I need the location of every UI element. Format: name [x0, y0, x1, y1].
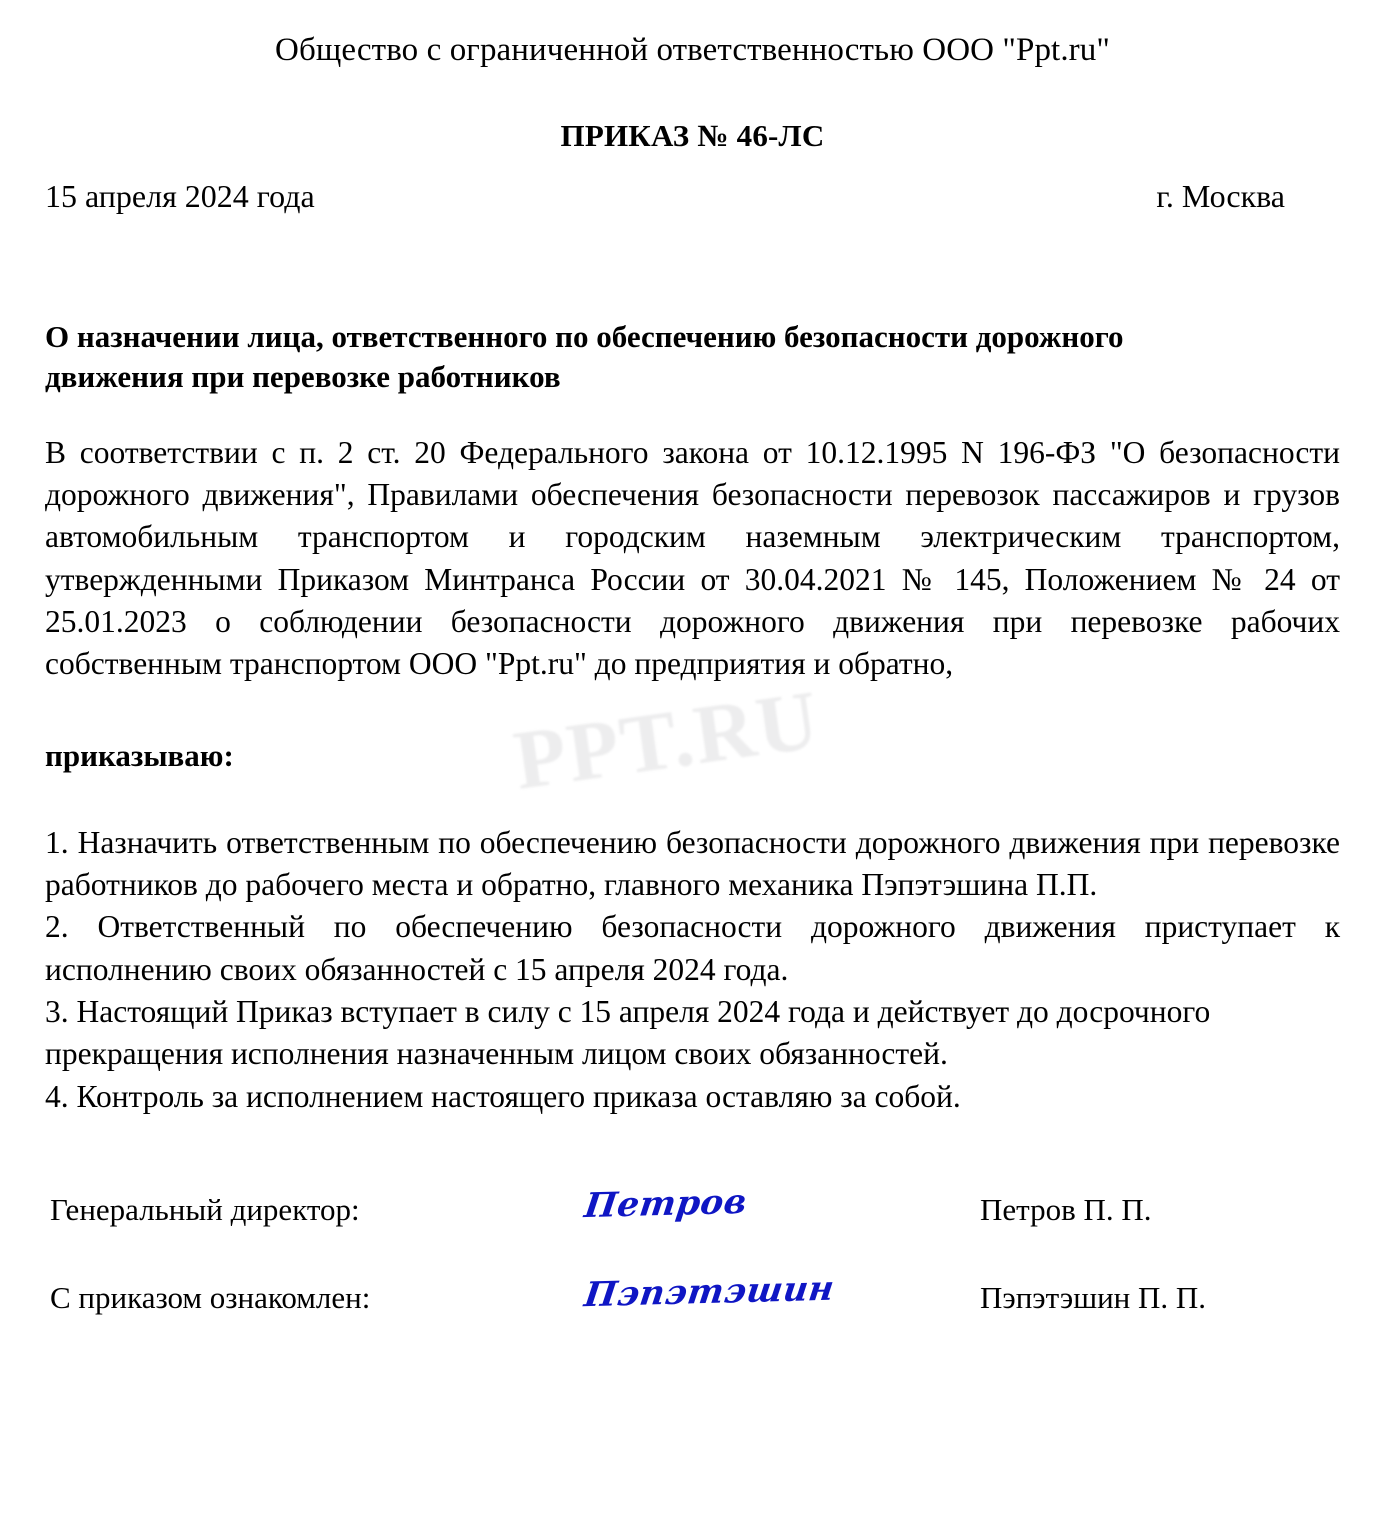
document-subject: О назначении лица, ответственного по обеспечению безопасности дорожного движения при перевозке работников	[45, 318, 1124, 395]
signature-printed-name: Пэпэтэшин П. П.	[980, 1280, 1207, 1316]
order-keyword: приказываю:	[45, 737, 234, 773]
signature-row-acknowledged	[45, 1268, 1340, 1360]
signature-block	[45, 1184, 1340, 1360]
order-item: 3. Настоящий Приказ вступает в силу с 15 апреля 2024 года и действует до досрочного прекращения исполнения назначенным лицом своих обязанностей.	[45, 994, 1211, 1072]
date-city-row	[45, 178, 1340, 215]
order-item: 4. Контроль за исполнением настоящего приказа оставляю за собой.	[45, 1078, 961, 1114]
handwritten-signature: Пэпэтэшин	[581, 1268, 837, 1316]
organization-name: Общество с ограниченной ответственностью ООО "Ppt.ru"	[275, 32, 1110, 68]
order-item: 2. Ответственный по обеспечению безопасности дорожного движения приступает к исполнению своих обязанностей с 15 апреля 2024 года.	[45, 909, 1340, 987]
order-item: 1. Назначить ответственным по обеспечению безопасности дорожного движения при перевозке работников до рабочего места и обратно, главного механика Пэпэтэшина П.П.	[45, 824, 1340, 903]
signature-row-director	[45, 1184, 1340, 1272]
signature-printed-name: Петров П. П.	[980, 1192, 1152, 1228]
document-preamble: В соответствии с п. 2 ст. 20 Федерального закона от 10.12.1995 N 196-ФЗ "О безопасности дорожного движения", Правилами обеспечения безопасности перевозок пассажиров и грузов автомобильным транспортом и городским наземным электрическим транспортом, утвержденными Приказом Минтранса России от 30.04.2021 № 145, Положением № 24 от 25.01.2023 о соблюдении безопасности дорожного движения при перевозке рабочих собственным транспортом ООО "Ppt.ru" до предприятия и обратно,	[45, 434, 1340, 682]
document-date: 15 апреля 2024 года	[45, 177, 315, 214]
ppt-ru-watermark: PPT.RU	[508, 672, 826, 808]
signature-role-label: С приказом ознакомлен:	[50, 1280, 371, 1316]
document-title: ПРИКАЗ № 46-ЛС	[560, 117, 825, 153]
document-city: г. Москва	[1156, 177, 1285, 214]
order-items-list	[45, 822, 1340, 1119]
handwritten-signature: Петров	[582, 1182, 750, 1227]
signature-role-label: Генеральный директор:	[50, 1192, 360, 1228]
